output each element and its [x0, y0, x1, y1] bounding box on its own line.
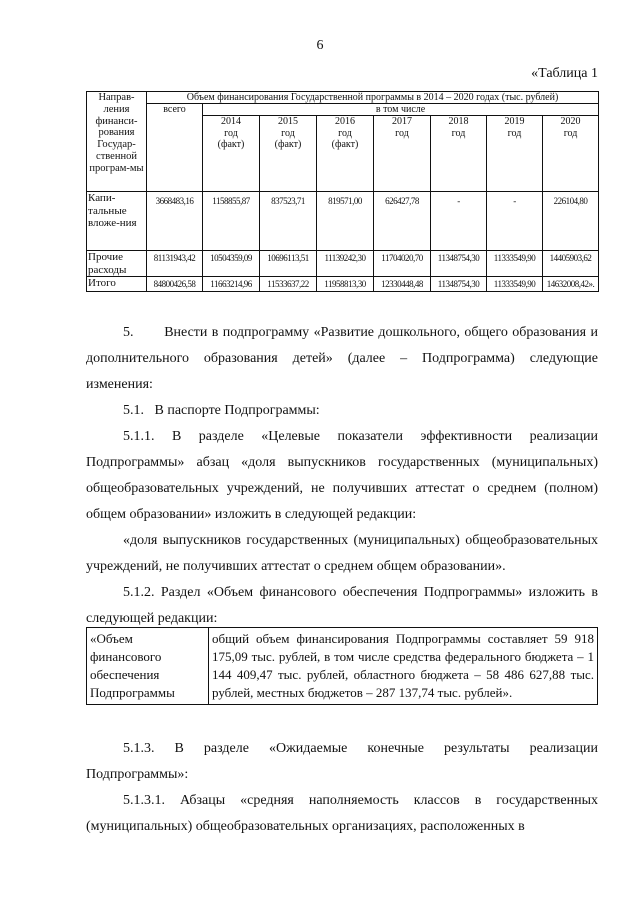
cell-2020: 14405903,62 — [543, 251, 599, 277]
table-caption: «Таблица 1 — [531, 66, 598, 81]
cell-2018: 11348754,30 — [431, 277, 487, 292]
year-unit: год — [224, 127, 238, 139]
year-header — [260, 116, 317, 192]
cell-2016: 819571,00 — [317, 192, 374, 251]
year: 2014 — [221, 116, 241, 128]
year-note: (факт) — [217, 138, 245, 150]
cell-2020: 14632008,42». — [543, 277, 599, 292]
year: 2017 — [392, 116, 412, 128]
table-row — [87, 192, 599, 251]
year-header — [317, 116, 374, 192]
paragraph-5-1-3-1: 5.1.3.1. Абзацы «средняя наполняемость классов в государственных (муниципальных) общеобразовательных организациях, расположенных в — [86, 793, 598, 834]
finance-table — [86, 91, 599, 292]
year-unit: год — [507, 127, 522, 139]
header-direction: Направ-ления финанси-рования Государ-ственной програм-мы — [87, 92, 147, 192]
year-unit: год — [395, 127, 409, 139]
cell-2015: 837523,71 — [260, 192, 317, 251]
funding-label: «Объем финансового обеспечения Подпрограммы — [87, 628, 209, 705]
cell-2015: 11533637,22 — [260, 277, 317, 292]
table-row — [87, 251, 599, 277]
year-header — [543, 116, 599, 192]
year-unit: год — [338, 127, 352, 139]
header-including: в том числе — [203, 104, 599, 116]
page-number: 6 — [316, 38, 324, 53]
table-row — [87, 277, 599, 292]
funding-table — [86, 627, 598, 705]
paragraph-5-1-3: 5.1.3. В разделе «Ожидаемые конечные результаты реализации Подпрограммы»: — [86, 741, 598, 782]
year: 2018 — [448, 116, 469, 128]
header-total: всего — [147, 104, 203, 192]
header-volume: Объем финансирования Государственной программы в 2014 – 2020 годах (тыс. рублей) — [147, 92, 599, 104]
year-header — [374, 116, 431, 192]
cell-2020: 226104,80 — [543, 192, 599, 251]
year-unit: год — [563, 127, 578, 139]
cell-total: 81131943,42 — [147, 251, 203, 277]
row-label: Капи-тальные вложе-ния — [87, 192, 147, 251]
cell-2017: 12330448,48 — [374, 277, 431, 292]
year-note: (факт) — [331, 138, 359, 150]
year: 2020 — [560, 116, 581, 128]
year-header — [487, 116, 543, 192]
year-header — [431, 116, 487, 192]
cell-2014: 10504359,09 — [203, 251, 260, 277]
cell-2015: 10696113,51 — [260, 251, 317, 277]
row-label: Итого — [87, 277, 147, 292]
row-label: Прочие расходы — [87, 251, 147, 277]
cell-2019: - — [487, 192, 543, 251]
cell-2016: 11139242,30 — [317, 251, 374, 277]
cell-2016: 11958813,30 — [317, 277, 374, 292]
cell-2019: 11333549,90 — [487, 277, 543, 292]
paragraph-5-1-1: 5.1.1. В разделе «Целевые показатели эффективности реализации Подпрограммы» абзац «доля выпускников государственных (муниципальных) общеобразовательных учреждений, не получивших аттестат о среднем (полном) общем образовании» изложить в следующей редакции: — [86, 429, 598, 522]
year-header — [203, 116, 260, 192]
year-unit: год — [451, 127, 466, 139]
cell-2017: 626427,78 — [374, 192, 431, 251]
cell-total: 3668483,16 — [147, 192, 203, 251]
cell-2014: 1158855,87 — [203, 192, 260, 251]
cell-2017: 11704020,70 — [374, 251, 431, 277]
paragraph-5: 5. Внести в подпрограмму «Развитие дошкольного, общего образования и дополнительного образования детей» (далее – Подпрограмма) следующие изменения: — [86, 325, 598, 392]
year-unit: год — [281, 127, 295, 139]
cell-2014: 11663214,96 — [203, 277, 260, 292]
paragraph-quote: «доля выпускников государственных (муниципальных) общеобразовательных учреждений, не получивших аттестат о среднем общем образовании». — [86, 533, 598, 574]
cell-total: 84800426,58 — [147, 277, 203, 292]
cell-2018: 11348754,30 — [431, 251, 487, 277]
year: 2015 — [278, 116, 298, 128]
funding-value: общий объем финансирования Подпрограммы составляет 59 918 175,09 тыс. рублей, в том числе средства федерального бюджета – 1 144 409,47 тыс. рублей, областного бюджета – 58 486 627,88 тыс. рублей, местных бюджетов – 287 137,74 тыс. рублей». — [209, 628, 598, 705]
year: 2019 — [504, 116, 525, 128]
cell-2019: 11333549,90 — [487, 251, 543, 277]
year: 2016 — [335, 116, 355, 128]
table-row — [87, 628, 598, 705]
paragraph-5-1-2: 5.1.2. Раздел «Объем финансового обеспечения Подпрограммы» изложить в следующей редакции: — [86, 585, 598, 626]
cell-2018: - — [431, 192, 487, 251]
paragraph-5-1: 5.1. В паспорте Подпрограммы: — [123, 403, 320, 418]
year-note: (факт) — [274, 138, 302, 150]
